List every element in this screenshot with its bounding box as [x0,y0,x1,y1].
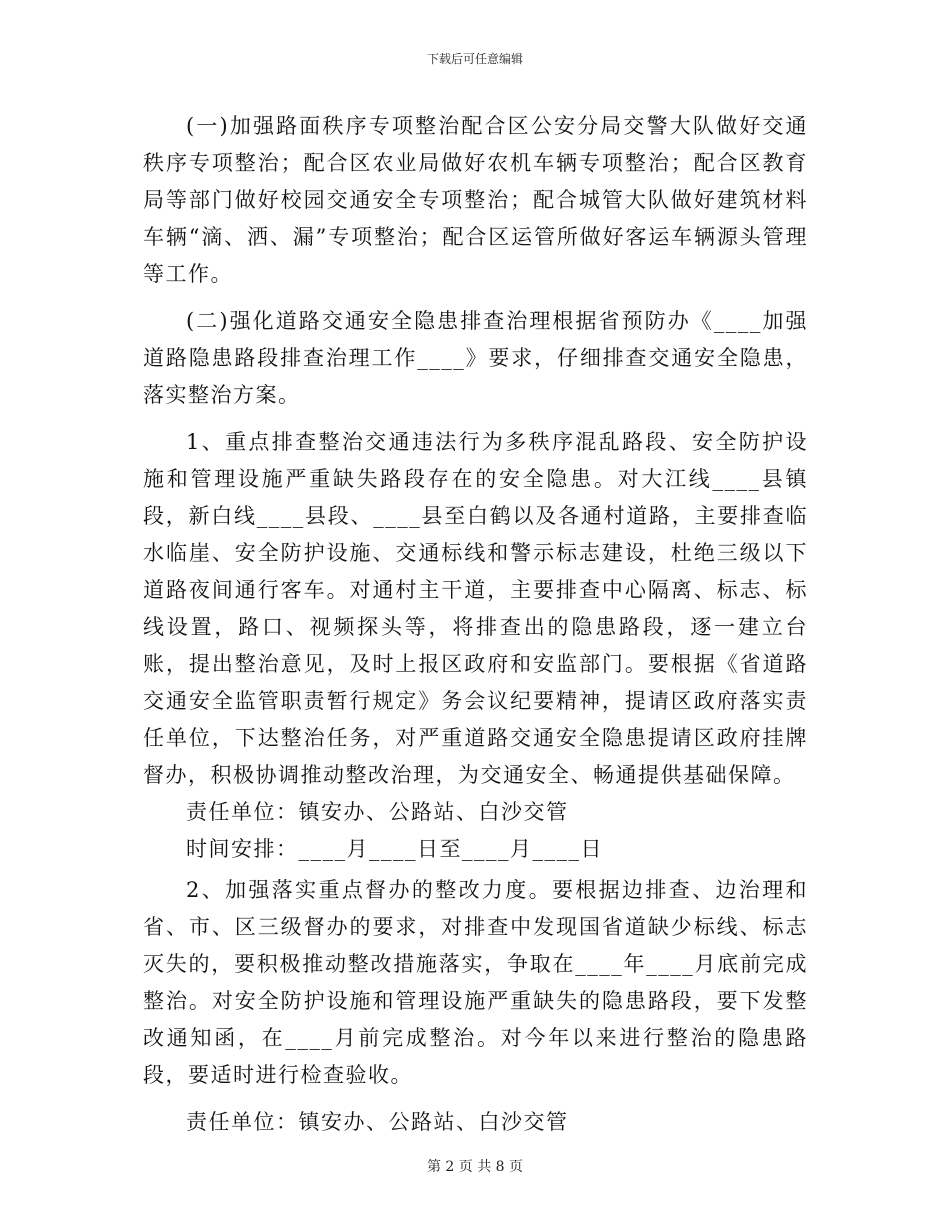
schedule-line: 时间安排：____月____日至____月____日 [186,837,603,861]
responsible-unit-line: 责任单位：镇安办、公路站、白沙交管 [186,800,569,824]
page-number-footer: 第 2 页 共 8 页 [426,1159,524,1175]
responsible-unit-line-2: 责任单位：镇安办、公路站、白沙交管 [186,1110,569,1134]
page-header-note: 下载后可任意编辑 [426,52,523,66]
document-body [143,108,808,1141]
section-one-paragraph: (一)加强路面秩序专项整治配合区公安分局交警大队做好交通秩序专项整治；配合区农业局做好农机车辆专项整治；配合区教育局等部门做好校园交通安全专项整治；配合城管大队做好建筑材料车辆“滴、洒、漏”专项整治；配合区运管所做好客运车辆源头管理等工作。 [143,114,808,286]
section-two-paragraph: (二)强化道路交通安全隐患排查治理根据省预防办《____加强道路隐患路段排查治理工作____》要求，仔细排查交通安全隐患，落实整治方案。 [143,309,808,407]
item-two-paragraph: 2、加强落实重点督办的整改力度。要根据边排查、边治理和省、市、区三级督办的要求，对排查中发现国省道缺少标线、标志灭失的，要积极推动整改措施落实，争取在____年____月底前完成整治。对安全防护设施和管理设施严重缺失的隐患路段，要下发整改通知函，在____月前完成整治。对今年以来进行整治的隐患路段，要适时进行检查验收。 [143,878,808,1087]
item-one-paragraph: 1、重点排查整治交通违法行为多秩序混乱路段、安全防护设施和管理设施严重缺失路段存在的安全隐患。对大江线____县镇段，新白线____县段、____县至白鹤以及各通村道路，主要排查临水临崖、安全防护设施、交通标线和警示标志建设，杜绝三级以下道路夜间通行客车。对通村主干道，主要排查中心隔离、标志、标线设置，路口、视频探头等，将排查出的隐患路段，逐一建立台账，提出整治意见，及时上报区政府和安监部门。要根据《省道路交通安全监管职责暂行规定》务会议纪要精神，提请区政府落实责任单位，下达整治任务，对严重道路交通安全隐患提请区政府挂牌督办，积极协调推动整改治理，为交通安全、畅通提供基础保障。 [143,430,808,787]
